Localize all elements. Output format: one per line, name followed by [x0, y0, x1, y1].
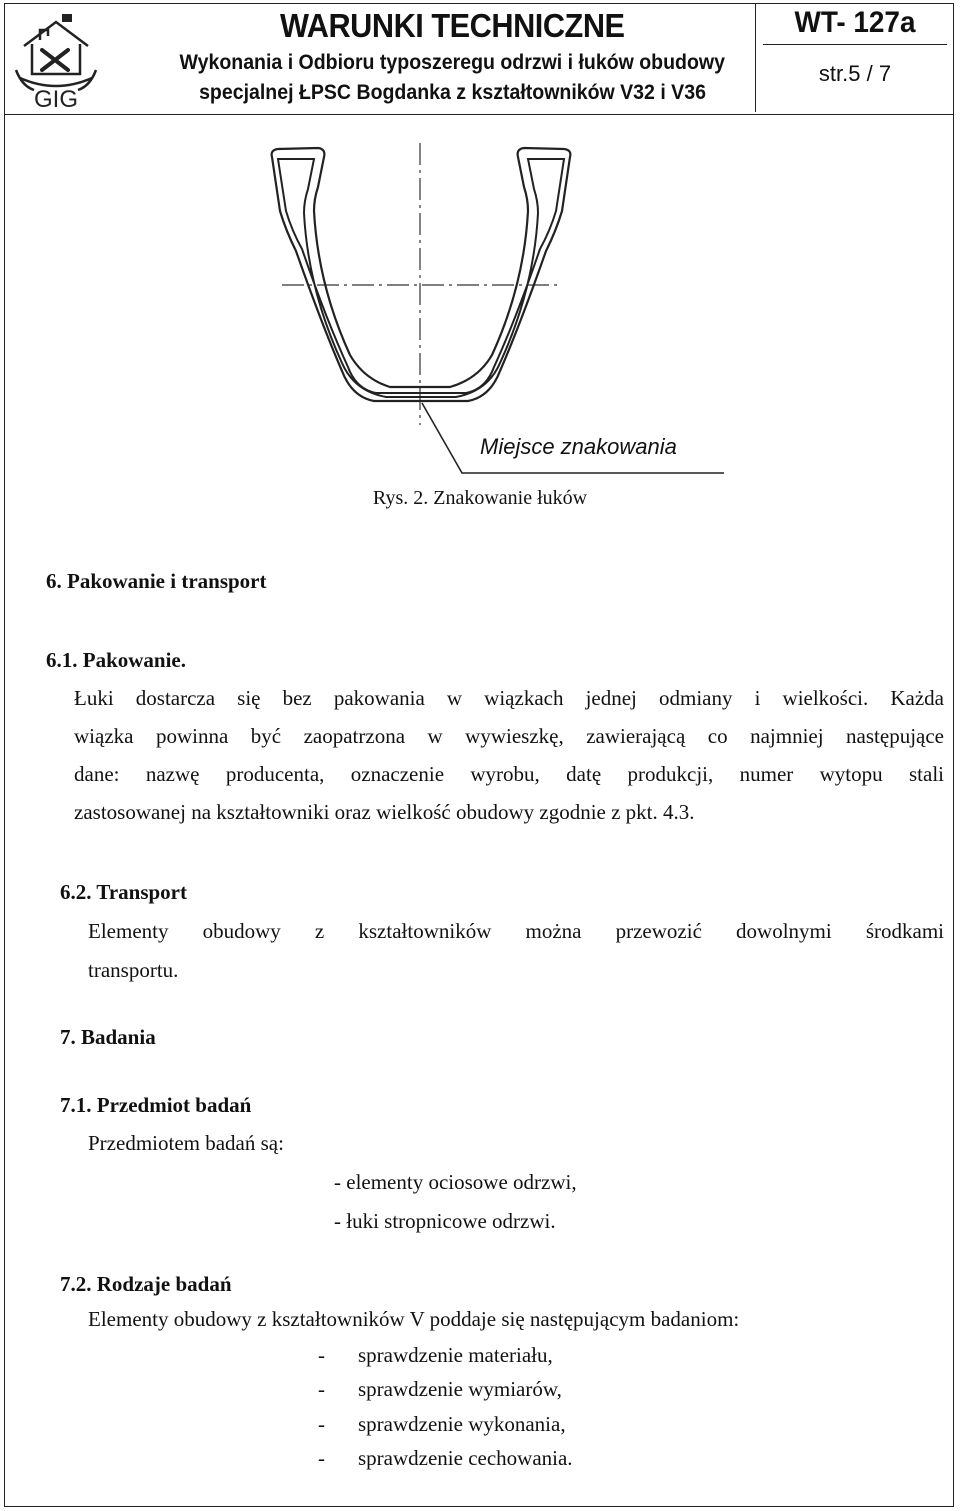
document-code: WT- 127a: [763, 3, 947, 45]
section-6-2-line-1: Elementy obudowy z kształtowników można przewozić dowolnymi środkami: [88, 919, 944, 943]
section-7-2-item-1: sprawdzenie materiału,: [358, 1343, 553, 1367]
document-subtitle-line-1: Wykonania i Odbioru typoszeregu odrzwi i łuków obudowy: [179, 51, 726, 74]
document-title: WARUNKI TECHNICZNE: [280, 7, 625, 44]
section-7-2-item-3: sprawdzenie wykonania,: [358, 1412, 566, 1436]
section-6-1-line-3: dane: nazwę producenta, oznaczenie wyrobu, datę produkcji, numer wytopu stali: [74, 762, 944, 786]
section-7-2-bullet-2: -: [318, 1377, 325, 1401]
section-7-heading: 7. Badania: [60, 1025, 156, 1049]
figure-caption: Rys. 2. Znakowanie łuków: [372, 487, 588, 509]
section-7-1-item-1: - elementy ociosowe odrzwi,: [334, 1170, 577, 1194]
section-7-1-intro: Przedmiotem badań są:: [88, 1131, 284, 1155]
header-title-block: [150, 4, 755, 108]
profile-inner-outline: [278, 159, 564, 397]
section-7-2-item-4: sprawdzenie cechowania.: [358, 1446, 573, 1470]
arch-profile-figure: [200, 135, 760, 485]
section-6-1-line-1: Łuki dostarcza się bez pakowania w wiązkach jednej odmiany i wielkości. Każda: [74, 686, 944, 710]
section-7-1-heading: 7.1. Przedmiot badań: [60, 1093, 252, 1117]
gig-logo: [10, 6, 102, 110]
page-number: str.5 / 7: [818, 61, 892, 86]
section-7-1-item-2: - łuki stropnicowe odrzwi.: [334, 1209, 556, 1233]
profile-outer-outline: [272, 148, 571, 401]
logo-text: GIG: [33, 86, 79, 110]
section-7-2-bullet-3: -: [318, 1412, 325, 1436]
section-7-2-bullet-4: -: [318, 1446, 325, 1470]
section-6-heading: 6. Pakowanie i transport: [46, 569, 267, 593]
document-subtitle-line-2: specjalnej ŁPSC Bogdanka z kształtowników V32 i V36: [199, 81, 706, 104]
section-7-2-intro: Elementy obudowy z kształtowników V poddaje się następującym badaniom:: [88, 1307, 740, 1331]
section-6-2-line-2: transportu.: [88, 958, 179, 982]
section-6-1-heading: 6.1. Pakowanie.: [46, 648, 187, 672]
section-7-2-heading: 7.2. Rodzaje badań: [60, 1272, 232, 1296]
section-7-2-item-2: sprawdzenie wymiarów,: [358, 1377, 562, 1401]
section-6-2-heading: 6.2. Transport: [60, 880, 187, 904]
marking-callout-label: Miejsce znakowania: [480, 434, 677, 459]
header-meta: [755, 3, 954, 112]
section-6-1-line-2: wiązka powinna być zaopatrzona w wywieszkę, zawierającą co najmniej następujące: [74, 724, 944, 748]
section-7-2-bullet-1: -: [318, 1343, 325, 1367]
section-6-1-line-4: zastosowanej na kształtowniki oraz wielkość obudowy zgodnie z pkt. 4.3.: [74, 800, 695, 824]
